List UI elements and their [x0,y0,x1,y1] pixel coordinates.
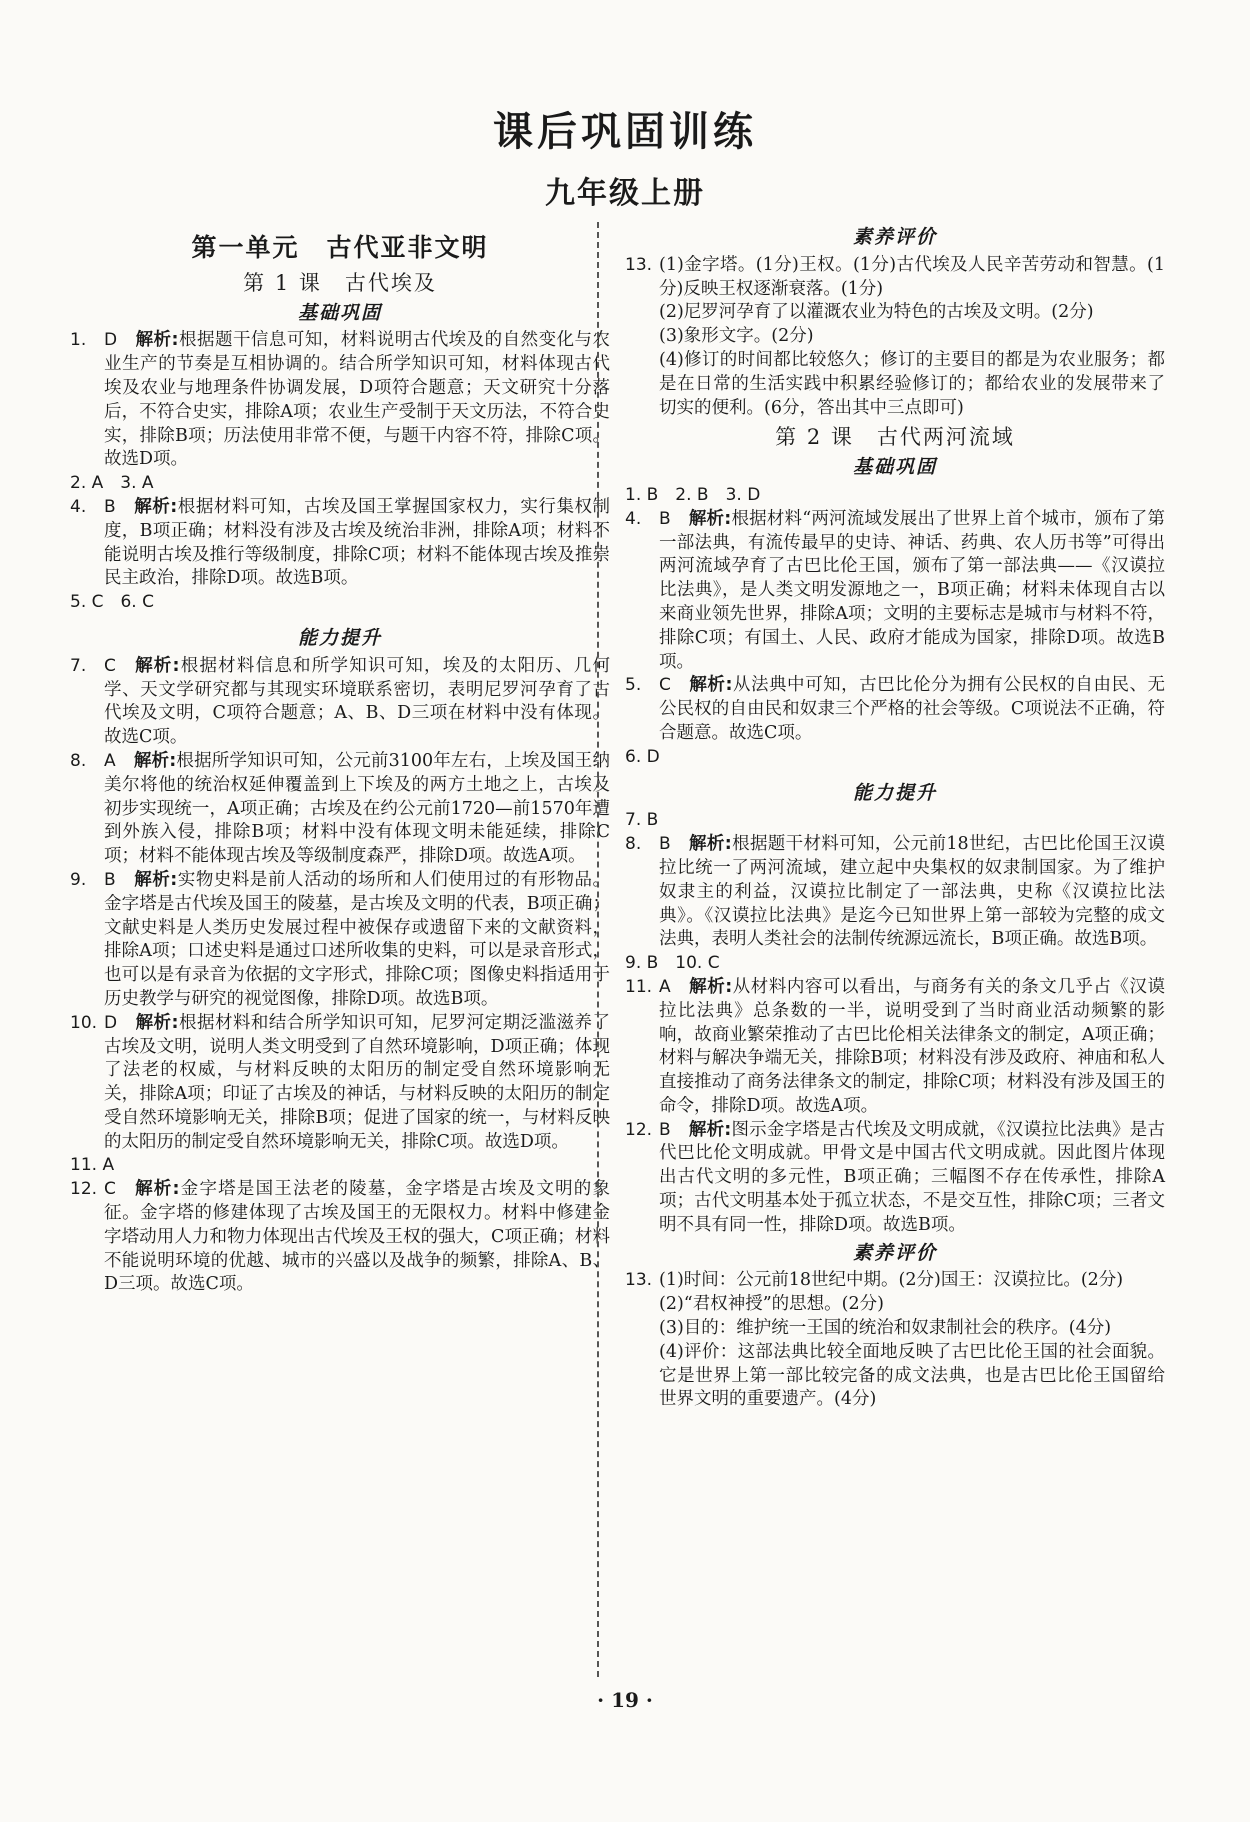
analysis-text: 根据所学知识可知，公元前3100年左右，上埃及国王纳美尔将他的统治权延伸覆盖到上下埃及的两方土地之上，古埃及初步实现统一，A项正确；古埃及在约公元前1720—前1570年遭到外族入侵，排除B项；材料中没有体现文明未能延续，排除C项；材料不能体现古埃及等级制度森严，排除D项。故选A项。 [104,750,610,867]
answer-item [70,655,610,750]
section-basic: 基础巩固 [852,456,937,479]
analysis-text: 根据材料“两河流域发展出了世界上首个城市，颁布了第一部法典，有流传最早的史诗、神话、药典、农人历书等”可得出两河流域孕育了古巴比伦王国，颁布了第一部法典——《汉谟拉比法典》，是人类文明发源地之一，B项正确；材料未体现自古以来商业领先世界，排除A项；文明的主要标志是城市与材料不符，排除C项；有国土、人民、政府才能成为国家，排除D项。故选B项。 [659,508,1165,672]
answer-letter: B [104,496,116,517]
answer-letter: A [659,976,671,997]
answer-subpart: (2)“君权神授”的思想。(2分) [659,1294,884,1315]
analysis-label: 解析: [688,675,733,696]
answer-item [625,508,1165,675]
analysis-text: 金字塔是国王法老的陵墓，金字塔是古埃及文明的象征。金字塔的修建体现了古埃及国王的无限权力。材料中修建金字塔动用人力和物力体现出古代埃及王权的强大，C项正确；材料不能说明环境的优越、城市的兴盛以及战争的频繁，排除A、B、D三项。故选C项。 [104,1179,611,1295]
question-number: 4. [625,508,642,529]
page-title: 课后巩固训练 [493,108,757,155]
question-number: 4. [70,496,87,517]
short-answers: 6. D [625,746,660,767]
unit-title: 第一单元 古代亚非文明 [191,233,489,262]
question-number: 7. [70,655,87,676]
question-number: 12. [70,1179,98,1200]
answer-text: (1)时间：公元前18世纪中期。(2分)国王：汉谟拉比。(2分) [659,1270,1124,1291]
question-number: 9. [70,869,87,890]
answer-letter: B [104,869,116,890]
book-title: 九年级上册 [545,176,705,211]
analysis-label: 解析: [688,834,732,855]
right-column [625,222,1165,1412]
analysis-label: 解析: [135,1012,179,1033]
answer-item [625,976,1165,1119]
section-evaluation: 素养评价 [852,226,937,248]
answer-letter: C [104,1179,116,1200]
analysis-label: 解析: [688,976,733,997]
answer-item [70,750,610,869]
answer-subpart: (3)象形文字。(2分) [659,326,814,347]
left-column [70,222,610,1297]
analysis-text: 根据材料可知，古埃及国王掌握国家权力，实行集权制度，B项正确；材料没有涉及古埃及统治非洲，排除A项；材料不能说明古埃及推行等级制度，排除C项；材料不能体现古埃及推崇民主政治，排除D项。故选B项。 [104,496,610,589]
analysis-label: 解析: [133,750,177,771]
answer-item [70,496,610,591]
analysis-text: 根据材料和结合所学知识可知，尼罗河定期泛滥滋养了古埃及文明，说明人类文明受到了自然环境影响，D项正确；体现了法老的权威，与材料反映的太阳历的制定受自然环境影响无关，排除A项；印证了古埃及的神话，与材料反映的太阳历的制定受自然环境影响无关，排除B项；促进了国家的统一，与材料反映的太阳历的制定受自然环境影响无关，排除C项。故选D项。 [104,1012,611,1152]
lesson-title: 第 1 课 古代埃及 [243,270,437,295]
question-number: 1. [70,330,87,351]
answer-subpart: (4)修订的时间都比较悠久；修订的主要目的都是为农业服务；都是在日常的生活实践中积累经验修订的；都给农业的发展带来了切实的便利。(6分，答出其中三点即可) [659,349,1165,418]
answer-item [625,833,1165,952]
answer-subpart: (2)尼罗河孕育了以灌溉农业为特色的古埃及文明。(2分) [659,302,1094,323]
analysis-text: 实物史料是前人活动的场所和人们使用过的有形物品。金字塔是古代埃及国王的陵墓，是古埃及文明的代表，B项正确；文献史料是人类历史发展过程中被保存或遗留下来的文献资料，排除A项；口述史料是通过口述所收集的史料，可以是录音形式，也可以是有录音为依据的文字形式，排除C项；图像史料指适用于历史教学与研究的视觉图像，排除D项。故选B项。 [104,869,610,1009]
section-ability: 能力提升 [852,781,937,804]
analysis-text: 从材料内容可以看出，与商务有关的条文几乎占《汉谟拉比法典》总条数的一半，说明受到了当时商业活动频繁的影响，故商业繁荣推动了古巴比伦相关法律条文的制定，A项正确；材料与解决争端无关，排除B项；材料没有涉及政府、神庙和私人直接推动了商务法律条文的制定，排除C项；材料没有涉及国王的命令，排除D项。故选A项。 [659,976,1165,1116]
question-number: 8. [625,834,642,855]
analysis-label: 解析: [688,508,732,529]
answer-letter: A [104,750,116,771]
answer-letter: C [104,655,116,676]
analysis-label: 解析: [135,330,179,351]
answer-item [70,1178,610,1297]
page-number: · 19 · [597,1688,653,1712]
answer-item [70,1012,610,1155]
question-number: 8. [70,750,87,771]
question-number: 13. [625,1270,653,1291]
analysis-label: 解析: [133,869,178,890]
analysis-text: 根据题干信息可知，材料说明古代埃及的自然变化与农业生产的节奏是互相协调的。结合所学知识可知，材料体现古代埃及农业与地理条件协调发展，D项符合题意；天文研究十分落后，不符合史实，排除A项；农业生产受制于天文历法，不符合史实，排除B项；历法使用非常不便，与题干内容不符，排除C项。故选D项。 [104,330,611,470]
answer-letter: D [104,330,118,351]
short-answers: 11. A [70,1155,115,1176]
answer-item [625,1269,1165,1293]
answer-subpart: (4)评价：这部法典比较全面地反映了古巴比伦王国的社会面貌。它是世界上第一部比较完备的成文法典，也是古巴比伦王国留给世界文明的重要遗产。(4分) [659,1341,1165,1410]
question-number: 5. [625,675,642,696]
analysis-text: 图示金字塔是古代埃及文明成就，《汉谟拉比法典》是古代巴比伦文明成就。甲骨文是中国古代文明成就。因此图片体现出古代文明的多元性，B项正确；三幅图不存在传承性，排除A项；古代文明基本处于孤立状态，不是交互性，排除C项；三者文明不具有同一性，排除D项。故选B项。 [659,1119,1166,1235]
short-answers: 5. C 6. C [70,592,154,613]
answer-subpart: (3)目的：维护统一王国的统治和奴隶制社会的秩序。(4分) [659,1318,1112,1339]
question-number: 10. [70,1012,98,1033]
lesson-title: 第 2 课 古代两河流域 [775,425,1015,450]
analysis-text: 根据题干材料可知，公元前18世纪，古巴比伦国王汉谟拉比统一了两河流域，建立起中央集权的奴隶制国家。为了维护奴隶主的利益，汉谟拉比制定了一部法典，史称《汉谟拉比法典》。《汉谟拉比法典》是迄今已知世界上第一部较为完整的成文法典，表明人类社会的法制传统源远流长，B项正确。故选B项。 [659,834,1165,950]
short-answers: 2. A 3. A [70,473,154,494]
short-answers: 7. B [625,810,659,831]
section-basic: 基础巩固 [297,301,382,324]
analysis-label: 解析: [688,1119,732,1140]
question-number: 13. [625,254,653,275]
answer-letter: B [659,834,671,855]
answer-item [625,674,1165,745]
answer-item [70,869,610,1012]
answer-text: (1)金字塔。(1分)王权。(1分)古代埃及人民辛苦劳动和智慧。(1分)反映王权逐渐衰落。(1分) [659,254,1165,299]
answer-item [625,1119,1165,1238]
analysis-label: 解析: [133,1179,180,1200]
section-ability: 能力提升 [297,626,382,649]
short-answers: 9. B 10. C [625,953,720,974]
analysis-label: 解析: [133,655,180,676]
answer-letter: B [659,508,671,529]
answer-letter: C [659,675,671,696]
analysis-text: 根据材料信息和所学知识可知，埃及的太阳历、几何学、天文学研究都与其现实环境联系密切，表明尼罗河孕育了古代埃及文明，C项符合题意；A、B、D三项在材料中没有体现。故选C项。 [104,655,611,748]
short-answers: 1. B 2. B 3. D [625,484,761,505]
analysis-label: 解析: [133,496,178,517]
answer-item [70,329,610,472]
question-number: 11. [625,976,653,997]
section-evaluation: 素养评价 [852,1241,937,1264]
question-number: 12. [625,1119,653,1140]
answer-letter: D [104,1012,118,1033]
answer-letter: B [659,1119,671,1140]
answer-item [625,254,1165,302]
analysis-text: 从法典中可知，古巴比伦分为拥有公民权的自由民、无公民权的自由民和奴隶三个严格的社会等级。C项说法不正确，符合题意。故选C项。 [659,675,1166,743]
column-divider [597,222,599,1677]
